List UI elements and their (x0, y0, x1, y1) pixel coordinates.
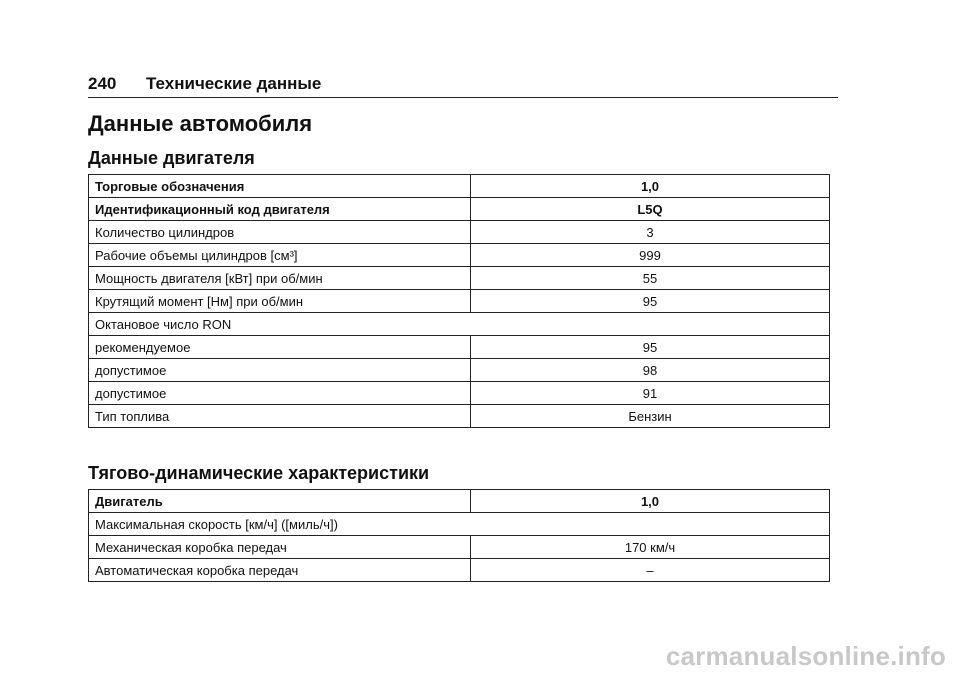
watermark: carmanualsonline.info (665, 641, 946, 671)
table-row (89, 290, 830, 313)
table-row (89, 559, 830, 582)
table-cell: рекомендуемое (89, 336, 471, 359)
table-cell: 1,0 (471, 490, 830, 513)
table-row (89, 382, 830, 405)
table-cell: Бензин (471, 405, 830, 428)
table-row (89, 244, 830, 267)
table-cell: 95 (471, 336, 830, 359)
table-cell: Максимальная скорость [км/ч] ([миль/ч]) (89, 513, 830, 536)
table-row (89, 536, 830, 559)
table-row (89, 359, 830, 382)
table-cell: 98 (471, 359, 830, 382)
table-cell: L5Q (471, 198, 830, 221)
table-cell: Тип топлива (89, 405, 471, 428)
table-cell: допустимое (89, 359, 471, 382)
table-cell: 91 (471, 382, 830, 405)
table-cell: Двигатель (89, 490, 471, 513)
table-cell: Механическая коробка передач (89, 536, 471, 559)
table-row (89, 198, 830, 221)
table-row (89, 175, 830, 198)
section-title: Данные автомобиля (88, 111, 313, 136)
table-cell: 999 (471, 244, 830, 267)
table-cell: Количество цилиндров (89, 221, 471, 244)
table-cell: Идентификационный код двигателя (89, 198, 471, 221)
table-row (89, 336, 830, 359)
table-cell: допустимое (89, 382, 471, 405)
dynamics-table (88, 489, 830, 582)
engine-data-table (88, 174, 830, 428)
table-cell: 95 (471, 290, 830, 313)
table-row (89, 490, 830, 513)
table-row (89, 513, 830, 536)
running-title: Технические данные (146, 74, 322, 93)
page-header (88, 68, 838, 98)
table-row (89, 405, 830, 428)
table-cell: Крутящий момент [Нм] при об/мин (89, 290, 471, 313)
table-row (89, 267, 830, 290)
table-cell: 55 (471, 267, 830, 290)
table-row (89, 313, 830, 336)
table-cell: – (471, 559, 830, 582)
page-number: 240 (88, 74, 117, 93)
table-cell: Рабочие объемы цилиндров [см³] (89, 244, 471, 267)
table-cell: 170 км/ч (471, 536, 830, 559)
dynamics-heading: Тягово-динамические характеристики (88, 463, 430, 483)
table-cell: Торговые обозначения (89, 175, 471, 198)
table-cell: 3 (471, 221, 830, 244)
table-cell: 1,0 (471, 175, 830, 198)
table-row (89, 221, 830, 244)
table-cell: Автоматическая коробка передач (89, 559, 471, 582)
table-cell: Мощность двигателя [кВт] при об/мин (89, 267, 471, 290)
table-cell: Октановое число RON (89, 313, 830, 336)
engine-data-heading: Данные двигателя (88, 148, 255, 168)
